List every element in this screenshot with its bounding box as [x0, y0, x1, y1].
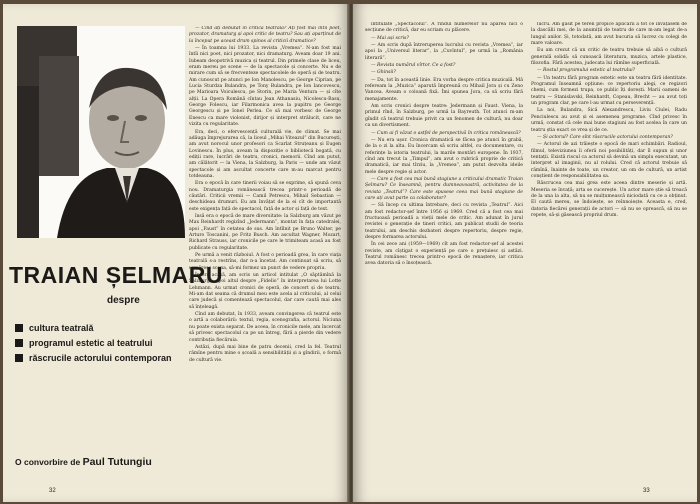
portrait-image-icon: [17, 26, 185, 238]
question-text: — Care a fost cea mai bună stagiune a criticului dramatic Traian Șelmaru? Ce înseamnă, pentru dumneavoastră, activitatea de la revista „Teatrul”? Care este spusese ceea mai bună stagiune de care ați avut parte ca colaborator?: [365, 176, 523, 201]
right-page-column-d: [531, 22, 687, 484]
question-text: — Și actorul? Care sînt răscrucile actorului contemporan?: [537, 134, 673, 140]
answer-text: intitulate „Spectacolul”. A rîndul numerelor nu apărea nici o secțiune de critică, dar eu scriam cu plăcere.: [365, 22, 523, 34]
question-text: — Revista numărul vîrtor. Ce a fost?: [371, 63, 456, 69]
question-text: — Mai ași scris?: [371, 35, 409, 41]
left-page: [3, 4, 349, 502]
answer-text: Era o epocă în care tinerii voiau să se exprime, să spună ceva nou. Dramaturgia românească trecea printr-o perioadă de căutări. Criticii vremii — Camil Petrescu, Mihail Sebastian — deschideau drumuri. Eu am învățat de la ei cît de importantă este exigența față de spectacol, față de actor și față de text.: [189, 181, 341, 212]
topic-item: [15, 337, 190, 349]
topic-label: răscrucile actorului contemporan: [29, 353, 172, 363]
answer-text: În cei zece ani (1959—1969) cît am fost redactor-șef al acestei reviste, am cîștigat o experiență pe care o prețuiesc și astăzi. Teatrul românesc trecea printr-o epocă de renaștere, iar critica avea datoria să o însoțească.: [365, 242, 523, 267]
magazine-spread: [3, 4, 697, 502]
answer-text: La noi, Bulandra, Sică Alexandrescu, Liviu Ciulei, Radu Penciulescu au avut și ei asemenea programe. Cînd privesc în urmă, constat că cele mai bune stagiuni au fost acelea în care un teatru știa exact ce vrea și de ce.: [531, 108, 687, 133]
answer-text: Răscrucea cea mai grea este aceea dintre meserie și artă. Meseria se învață; arta se cucerește. Un actor mare știe să treacă de la una la alta, să nu se mulțumească niciodată cu ce a obținut. El caută mereu, se îndoiește, se reînnoiește. Aceasta e, cred, datoria fiecărei generații de actori — să nu se oprească, să nu se repete, să-și găsească propriul drum.: [531, 181, 687, 218]
byline-author: Paul Tutungiu: [82, 456, 152, 468]
question-text: — Cum ai fi văzut o astfel de perspectivă în critica românească?: [371, 130, 521, 136]
portrait-photo: [17, 26, 185, 238]
page-number-left: 32: [49, 488, 56, 494]
right-page: [353, 4, 697, 502]
answer-text: Era, deci, o efervescență culturală vie, de climat. Se mai adăuga împrejurarea că, la liceul „Mihai Viteazul” din București, am avut norocul unor profesori ca Scarlat Struțeanu și Eugen Lovinescu. În plus, aveam la dispoziție o bibliotecă bogată, cu ediții rare, lucrări de teatru, cronici, memorii. Cînd am putut, am călătorit — la Viena, la Salzburg, la Paris — unde am văzut spectacole și am ascultat concerte care m-au marcat pentru totdeauna.: [189, 129, 341, 179]
answer-text: Am scris cronici despre teatre: Jedermann și Faust. Viena, la primul rînd, în Salzburg, pe urmă la Bayreuth. Tot atunci m-am gîndit că teatrul trebuie privit ca un fenomen de cultură, nu doar ca un divertisment.: [365, 104, 523, 129]
answer-text: lucru. Am găsit pe teren propice aplicării a tot ce învățasem de la dascălii mei, de la anumiții de teatru de care m-am legat de-a lungul anilor. Și, totodată, am avut bucuria să lucrez cu colegi de mare valoare.: [531, 22, 687, 47]
despre-label: despre: [107, 295, 140, 306]
question-text: — Cînd ați debutat în critica teatrală? Ați fost mai întîi poet, prozator, dramaturg și apoi critic de teatru? Sau ați aparținut de la început pe aceast drum spinos al criticii dramatice?: [189, 26, 341, 44]
answer-text: Pe urmă a venit războiul. A fost o perioadă grea, în care viața teatrală s-a restrîns, dar n-a încetat. Am continuat să scriu, să urmăresc scena, să-mi formez un punct de vedere propriu.: [189, 253, 341, 271]
right-page-column-c: [365, 22, 523, 484]
square-bullet-icon: [15, 324, 23, 332]
topic-item: [15, 322, 190, 334]
topic-item: [15, 352, 190, 364]
square-bullet-icon: [15, 354, 23, 362]
topics-list: [15, 322, 190, 367]
answer-text: Cînd am debutat, în 1933, aveam convingerea că teatrul este o artă a colaborării: textul, regia, scenografia, actorul. Niciuna nu poate exista separat. De aceea, în cronicile mele, am încercat să privesc spectacolul ca pe un întreg, fără a pierde din vedere contribuția fiecăruia.: [189, 312, 341, 343]
left-page-column-a: [189, 26, 341, 481]
topic-label: programul estetic al teatrului: [29, 338, 153, 348]
interview-byline: [15, 456, 193, 468]
byline-prefix: O convorbire de: [15, 457, 81, 467]
question-text: — Rostul programului estetic al teatrului?: [537, 68, 636, 74]
answer-text: — În toamna lui 1933. La revista „Vremea”. N-am fost mai întîi nici poet, nici prozator, nici dramaturg. Aveam doar 19 ani. Iubeam deopotrivă muzica și teatrul. Din primele clase de liceu, eram mereu pe scene — de la spectacole și concerte. Nu e de mirare cum să se frecventeze spectacolele de operă și de teatru. Am cunoscut pe atunci pe Ion Manolescu, pe George Ciprian, pe Lucia Sturdza Bulandra, pe Tony Bulandra, pe Ion Iancovescu, pe Marioara Voiculescu, pe Storin, pe Maria Ventura — și cîte alții. La Opera Română cîntau Jean Athanasiu, Nicolescu-Basu, George Folescu, iar Filarmonica avea la pupitru pe George Georgescu și pe Ionel Perlea. Ce să mai vorbesc de George Enescu ca mare violonist, dirijor și interpret strălucit, care ne vizita cu regularitate.: [189, 46, 341, 128]
page-number-right: 33: [643, 488, 650, 494]
answer-text: — Actorul de azi trăiește o epocă de mari schimbări. Radioul, filmul, televiziunea îi oferă noi posibilități, dar îl supun și unor tentații. Există riscul ca actorul să devină un simplu executant, un interpret al imaginii, nu al rolului. Cred că actorul trebuie să rămînă, înainte de toate, un creator, un om de cultură, un artist conștient de responsabilitatea sa.: [531, 142, 687, 179]
question-text: — Ghinsii?: [371, 70, 396, 76]
answer-text: — Să încep cu ultima întrebare, deci cu revista „Teatrul”. Aici am fost redactor-șef între 1956 și 1969. Cred că a fost cea mai fructuoasă perioadă a vieții mele de critic. Am adunat în jurul revistei o generație de tineri critici, am publicat studii de teoria teatrului, am deschis dezbateri despre repertoriu, despre regie, despre formarea actorului.: [365, 203, 523, 240]
square-bullet-icon: [15, 339, 23, 347]
interviewee-name-title: TRAIAN ȘELMARU: [9, 262, 223, 288]
answer-text: Astăzi, după mai bine de patru decenii, cred la fel. Teatrul rămîne pentru mine o școală a sensibilității și a gîndirii, o formă de cultură vie.: [189, 344, 341, 363]
answer-text: Întors acasă, am scris un articol intitulat „O săptămînă la Salzburg”, apoi altul despre „Fidelio” în interpretarea lui Lotte Lehmann. Au urmat cronici de operă, de concert și de teatru. Mi-am dat seama că drumul meu este acela al criticului, al celui care judecă și comentează spectacolul, dar care caută mai ales să înțeleagă.: [189, 273, 341, 310]
answer-text: — Am scris după întreruperea lucrului cu revista „Vremea”, iar apoi la „Universul literar”, la „Cuvîntul”, pe urmă la „România literară”.: [365, 43, 523, 61]
answer-text: însă era o epocă de mare diversitate: la Salzburg am văzut pe Max Reinhardt regizînd „Jedermann”, montat în fața catedralei, apoi „Faust” în cetatea de sus. Am întîlnit pe Bruno Walter, pe Arturo Toscanini, pe Fritz Busch. Am ascultat Wagner, Mozart, Richard Strauss, iar cronicile pe care le trimiteam acasă au fost publicate cu regularitate.: [189, 213, 341, 251]
answer-text: — Da, tot în această linie. Era vorba despre critica muzicală. Mă refeream la „Muzica” aparută împreună cu Mihail Jora și cu Zeno Vancea. Aveam o coloană fixă. Îmi spunea Jora, ca să scriu fără menajamente.: [365, 77, 523, 102]
topic-label: cultura teatrală: [29, 323, 94, 333]
answer-text: Eu am crezut că un critic de teatru trebuie să aibă o cultură generală solidă: să cunoască literatura, muzica, artele plastice, filozofia. Fără acestea, judecata lui rămîne superficială.: [531, 48, 687, 67]
answer-text: — Nu era ușor. Cronica dramatică se făcea pe atunci în grabă, de la o zi la alta. Eu încercam să scriu altfel, cu documentare, cu referințe la istoria teatrului, la marile montări europene. În 1937, cînd am trecut la „Timpul”, am avut o rubrică proprie de critică dramatică, iar mai tîrziu, la „Vremea”, am putut dezvolta ideile mele despre regie și actor.: [365, 137, 523, 175]
answer-text: — Un teatru fără program estetic este un teatru fără identitate. Programul înseamnă opțiune: ce repertoriu alegi, ce regizori chemi, cum formezi trupa, ce public îți dorești. Marii oameni de teatru — Stanislavski, Reinhardt, Copeau, Brecht — au avut toți un program clar, pe care l-au urmat cu perseverență.: [531, 75, 687, 107]
